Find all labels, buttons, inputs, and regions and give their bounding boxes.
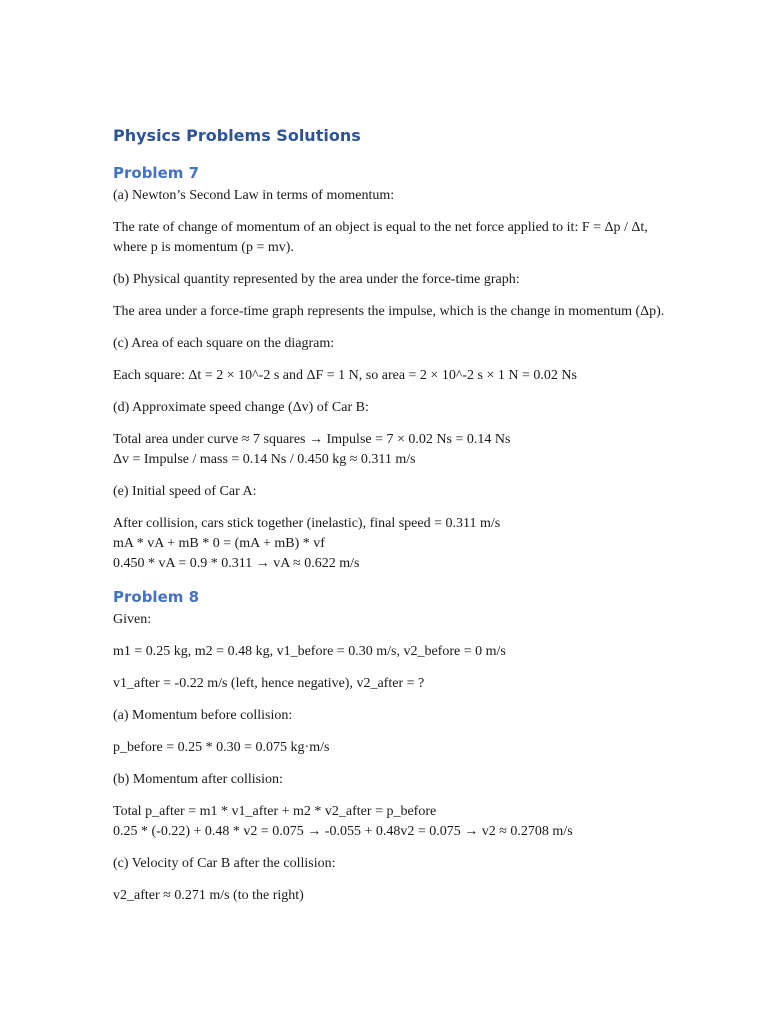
problem-8-part-c-text: v2_after ≈ 0.271 m/s (to the right) [113,888,304,903]
problem-8-section [113,586,673,906]
problem-7-heading: Problem 7 [113,164,200,182]
problem-7-part-e-label: (e) Initial speed of Car A: [113,484,257,499]
problem-7-section [113,162,673,574]
problem-8-given-line: m1 = 0.25 kg, m2 = 0.48 kg, v1_before = 0.30 m/s, v2_before = 0 m/s [113,644,506,659]
problem-8-heading: Problem 8 [113,588,200,606]
problem-7-part-e-text [113,514,673,574]
problem-7-part-a-text: The rate of change of momentum of an object is equal to the net force applied to it: F = Δp / Δt, where p is momentum (p = mv). [113,220,648,255]
problem-7-part-b-text: The area under a force-time graph represents the impulse, which is the change in momentum (Δp). [113,304,665,319]
document-title: Physics Problems Solutions [113,126,361,145]
problem-8-part-b-text [113,802,673,842]
problem-7-part-d-label: (d) Approximate speed change (Δv) of Car B: [113,400,369,415]
problem-7-part-c-label: (c) Area of each square on the diagram: [113,336,335,351]
problem-7-part-e-line: 0.450 * vA = 0.9 * 0.311 → vA ≈ 0.622 m/s [113,556,360,571]
problem-7-part-b-label: (b) Physical quantity represented by the area under the force-time graph: [113,272,520,287]
problem-8-part-a-label: (a) Momentum before collision: [113,708,293,723]
problem-7-part-c-text: Each square: Δt = 2 × 10^-2 s and ΔF = 1 N, so area = 2 × 10^-2 s × 1 N = 0.02 Ns [113,368,577,383]
problem-7-part-e-line: mA * vA + mB * 0 = (mA + mB) * vf [113,536,325,551]
problem-8-part-b-label: (b) Momentum after collision: [113,772,283,787]
problem-7-part-a-label: (a) Newton’s Second Law in terms of momentum: [113,188,395,203]
problem-7-part-d-line: Total area under curve ≈ 7 squares → Impulse = 7 × 0.02 Ns = 0.14 Ns [113,432,511,447]
problem-7-part-d-text [113,430,673,470]
problem-8-part-a-text: p_before = 0.25 * 0.30 = 0.075 kg·m/s [113,740,330,755]
problem-7-part-e-line: After collision, cars stick together (inelastic), final speed = 0.311 m/s [113,516,501,531]
problem-8-given-line: v1_after = -0.22 m/s (left, hence negative), v2_after = ? [113,676,425,691]
document-page [113,124,673,918]
problem-7-part-d-line: Δv = Impulse / mass = 0.14 Ns / 0.450 kg ≈ 0.311 m/s [113,452,416,467]
problem-8-part-b-line: 0.25 * (-0.22) + 0.48 * v2 = 0.075 → -0.055 + 0.48v2 = 0.075 → v2 ≈ 0.2708 m/s [113,824,573,839]
problem-8-given-label: Given: [113,612,152,627]
problem-8-part-b-line: Total p_after = m1 * v1_after + m2 * v2_after = p_before [113,804,437,819]
problem-8-part-c-label: (c) Velocity of Car B after the collision: [113,856,336,871]
